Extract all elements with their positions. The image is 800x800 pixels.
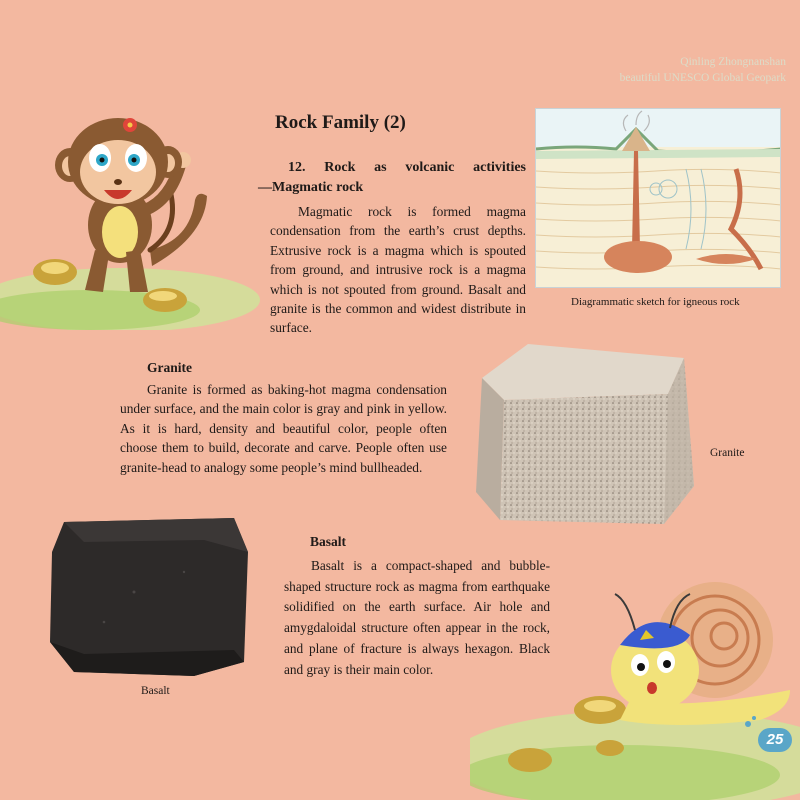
- header-line-2: beautiful UNESCO Global Geopark: [619, 72, 786, 84]
- granite-caption: Granite: [710, 447, 745, 459]
- igneous-diagram-svg: [536, 109, 781, 288]
- page-number: 25: [758, 728, 792, 752]
- section-heading: [258, 158, 526, 198]
- basalt-paragraph: Basalt is a compact-shaped and bubble-shaped structure rock as magma from earthquake solidified on the earth surface. Air hole and amygdaloidal structure often appear in the rock, and plane of fracture is always hexagon. Black and gray is their main color.: [284, 558, 550, 677]
- granite-title: Granite: [147, 360, 192, 375]
- section-heading-line-1: 12. Rock as volcanic activities: [288, 160, 526, 175]
- snail-illustration: [470, 570, 800, 800]
- basalt-photo: [44, 512, 254, 680]
- igneous-rock-diagram: [535, 108, 781, 288]
- running-header: [620, 54, 786, 86]
- basalt-caption: Basalt: [141, 685, 170, 697]
- header-line-1: Qinling Zhongnanshan: [680, 56, 786, 68]
- diagram-caption: Diagrammatic sketch for igneous rock: [571, 296, 740, 308]
- magmatic-rock-paragraph: Magmatic rock is formed magma condensation from the earth’s crust depths. Extrusive rock is a magma which is spouted from ground, and intrusive rock is a magma which is not spouted from ground. Basalt and granite is the common and widest distribute in surface.: [270, 204, 526, 336]
- granite-photo: [468, 336, 700, 528]
- basalt-title: Basalt: [310, 534, 347, 549]
- page-title: Rock Family (2): [275, 112, 406, 133]
- section-heading-line-2: —Magmatic rock: [258, 180, 364, 195]
- granite-paragraph: Granite is formed as baking-hot magma condensation under surface, and the main color is gray and pink in yellow. As it is hard, density and beautiful color, people often choose them to build, decorate and carve. People often use granite-head to analogy some people’s mind bullheaded.: [120, 382, 447, 475]
- monkey-illustration: [0, 100, 260, 330]
